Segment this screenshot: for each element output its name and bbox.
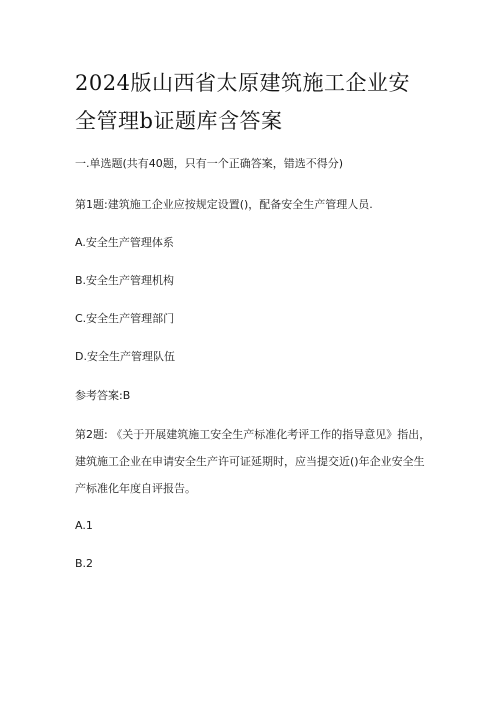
question-1-option-d: D.安全生产管理队伍	[75, 350, 175, 363]
question-2-stem-line-2: 建筑施工企业在申请安全生产许可证延期时，应当提交近()年企业安全生	[75, 455, 425, 468]
question-1-option-a: A.安全生产管理体系	[75, 236, 174, 249]
question-1-stem: 第1题:建筑施工企业应按规定设置()，配备安全生产管理人员.	[75, 198, 373, 211]
question-1-answer: 参考答案:B	[75, 389, 131, 402]
question-2-option-b: B.2	[75, 557, 94, 570]
question-1-option-c: C.安全生产管理部门	[75, 312, 175, 325]
question-2-stem-line-3: 产标准化年度自评报告。	[75, 482, 196, 495]
question-2-stem-line-1: 第2题: 《关于开展建筑施工安全生产标准化考评工作的指导意见》指出，	[75, 428, 431, 441]
section-header: 一.单选题(共有40题，只有一个正确答案，错选不得分)	[75, 157, 344, 170]
question-1-option-b: B.安全生产管理机构	[75, 274, 175, 287]
document-title-line-1: 2024版山西省太原建筑施工企业安	[75, 71, 410, 95]
question-2-option-a: A.1	[75, 519, 93, 532]
question-2-stem	[75, 421, 435, 502]
document-title-line-2: 全管理b证题库含答案	[75, 109, 283, 133]
